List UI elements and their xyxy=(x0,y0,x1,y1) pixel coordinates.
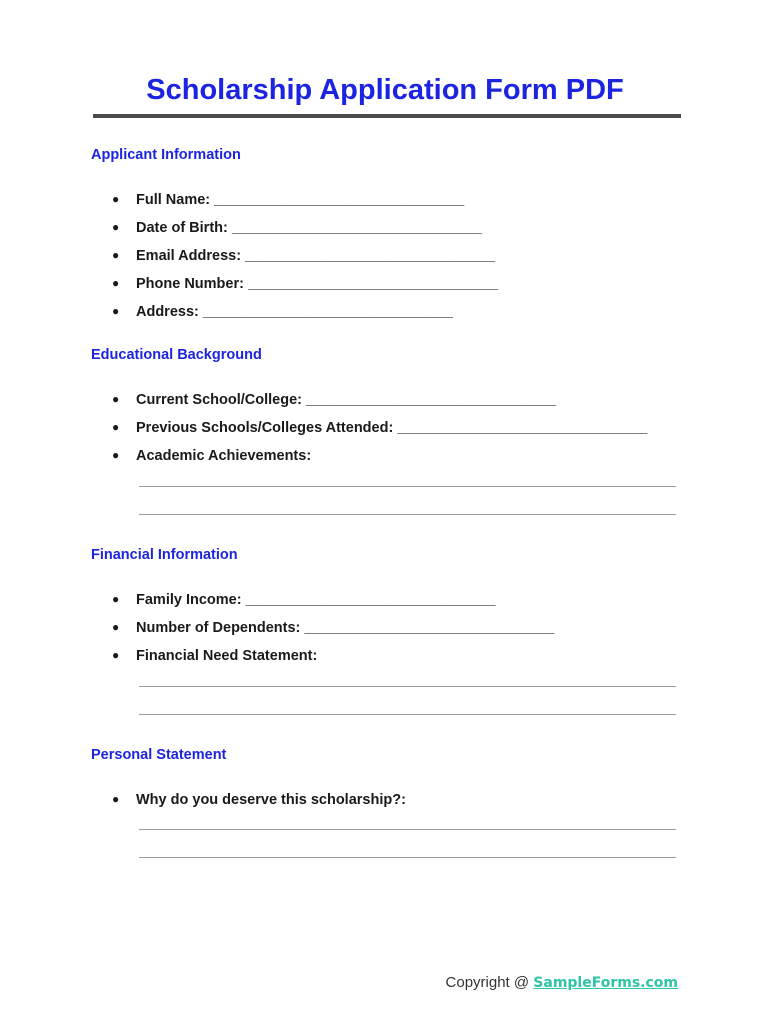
bullet-icon: ● xyxy=(112,192,120,206)
personal-statement-write-line[interactable] xyxy=(139,857,676,858)
field-label: Number of Dependents: xyxy=(136,620,301,636)
field-number-of-dependents[interactable] xyxy=(112,618,554,637)
section-heading-financial: Financial Information xyxy=(91,547,238,563)
copyright-footer xyxy=(446,973,678,993)
field-label: Academic Achievements: xyxy=(136,448,312,464)
form-title: Scholarship Application Form PDF xyxy=(146,74,624,106)
field-label: Date of Birth: xyxy=(136,220,228,236)
field-label: Family Income: xyxy=(136,592,242,608)
bullet-icon: ● xyxy=(112,304,120,318)
field-full-name[interactable] xyxy=(112,190,464,209)
field-email-address[interactable] xyxy=(112,246,495,265)
field-label: Why do you deserve this scholarship?: xyxy=(136,792,406,808)
field-label: Previous Schools/Colleges Attended: xyxy=(136,420,394,436)
field-blank[interactable]: _______________________________ xyxy=(202,304,453,320)
field-blank[interactable]: _______________________________ xyxy=(304,620,555,636)
field-academic-achievements xyxy=(112,446,311,465)
field-date-of-birth[interactable] xyxy=(112,218,482,237)
field-blank[interactable]: _______________________________ xyxy=(245,592,496,608)
bullet-icon: ● xyxy=(112,620,120,634)
field-blank[interactable]: _______________________________ xyxy=(247,276,498,292)
financial-need-write-line[interactable] xyxy=(139,686,676,687)
field-blank[interactable]: _______________________________ xyxy=(306,392,556,408)
field-blank[interactable]: _______________________________ xyxy=(397,420,648,436)
bullet-icon: ● xyxy=(112,392,120,406)
field-why-deserve-scholarship xyxy=(112,790,406,809)
field-label: Full Name: xyxy=(136,192,211,208)
field-blank[interactable]: _______________________________ xyxy=(231,220,482,236)
field-label: Address: xyxy=(136,304,199,320)
field-label: Phone Number: xyxy=(136,276,244,292)
bullet-icon: ● xyxy=(112,220,120,234)
bullet-icon: ● xyxy=(112,592,120,606)
section-heading-education: Educational Background xyxy=(91,347,262,363)
field-label: Financial Need Statement: xyxy=(136,648,318,664)
field-current-school[interactable] xyxy=(112,390,556,409)
brand-link[interactable]: SampleForms.com xyxy=(533,975,678,991)
field-label: Email Address: xyxy=(136,248,242,264)
field-family-income[interactable] xyxy=(112,590,496,609)
bullet-icon: ● xyxy=(112,248,120,262)
field-previous-schools[interactable] xyxy=(112,418,647,437)
section-heading-personal: Personal Statement xyxy=(91,747,227,763)
academic-achievements-write-line[interactable] xyxy=(139,486,676,487)
bullet-icon: ● xyxy=(112,448,120,462)
copyright-text: Copyright @ xyxy=(445,974,534,991)
field-blank[interactable]: _______________________________ xyxy=(245,248,496,264)
financial-need-write-line[interactable] xyxy=(139,714,676,715)
bullet-icon: ● xyxy=(112,792,120,806)
personal-statement-write-line[interactable] xyxy=(139,829,676,830)
bullet-icon: ● xyxy=(112,420,120,434)
title-divider xyxy=(93,114,681,118)
field-phone-number[interactable] xyxy=(112,274,498,293)
academic-achievements-write-line[interactable] xyxy=(139,514,676,515)
field-blank[interactable]: _______________________________ xyxy=(214,192,465,208)
section-heading-applicant: Applicant Information xyxy=(91,147,241,163)
bullet-icon: ● xyxy=(112,276,120,290)
field-financial-need-statement xyxy=(112,646,317,665)
bullet-icon: ● xyxy=(112,648,120,662)
field-label: Current School/College: xyxy=(136,392,302,408)
field-address[interactable] xyxy=(112,302,453,321)
